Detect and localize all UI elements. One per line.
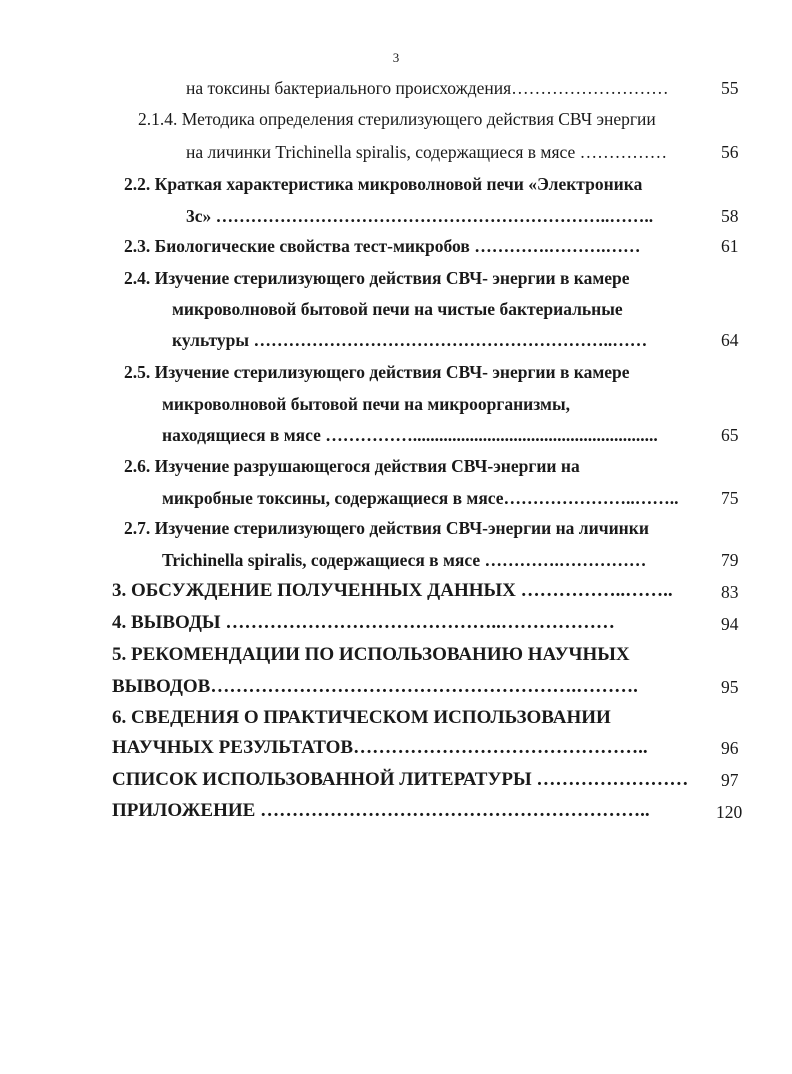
toc-line: 4. ВЫВОДЫ ……………………………………..……………… <box>112 612 615 633</box>
toc-page-number: 58 <box>721 206 739 226</box>
toc-line: 6. СВЕДЕНИЯ О ПРАКТИЧЕСКОМ ИСПОЛЬЗОВАНИИ <box>112 707 611 728</box>
toc-line: находящиеся в мясе ……………........................................................ <box>162 425 658 445</box>
toc-line: 2.5. Изучение стерилизующего действия СВЧ- энергии в камере <box>124 362 630 382</box>
toc-page-number: 61 <box>721 236 739 256</box>
toc-page-number: 94 <box>721 614 739 634</box>
toc-line: микроволновой бытовой печи на микроорганизмы, <box>162 394 570 414</box>
toc-page-number: 120 <box>716 802 743 822</box>
toc-page-number: 75 <box>721 488 739 508</box>
toc-line: 3с» …………………………………………………………..…….. <box>186 206 654 226</box>
toc-line: Trichinella spiralis, содержащиеся в мясе ………….…………… <box>162 550 647 570</box>
toc-line: 2.1.4. Методика определения стерилизующего действия СВЧ энергии <box>138 109 656 129</box>
toc-page-number: 56 <box>721 142 739 162</box>
toc-page-number: 83 <box>721 582 739 602</box>
toc-page-number: 65 <box>721 425 739 445</box>
toc-line: 2.3. Биологические свойства тест-микробов ………….……….…… <box>124 236 641 256</box>
toc-line: ВЫВОДОВ………………………………………………….………. <box>112 676 638 697</box>
toc-line: 2.4. Изучение стерилизующего действия СВЧ- энергии в камере <box>124 268 630 288</box>
toc-line: ПРИЛОЖЕНИЕ …………………………………………………….. <box>112 800 650 821</box>
page-number: 3 <box>392 50 400 65</box>
toc-page-number: 96 <box>721 738 739 758</box>
toc-line: 2.7. Изучение стерилизующего действия СВЧ-энергии на личинки <box>124 518 649 538</box>
toc-page-number: 95 <box>721 677 739 697</box>
toc-page-number: 55 <box>721 78 739 98</box>
toc-line: 2.2. Краткая характеристика микроволновой печи «Электроника <box>124 174 643 194</box>
toc-line: микроволновой бытовой печи на чистые бактериальные <box>172 299 623 319</box>
toc-page-number: 97 <box>721 770 739 790</box>
toc-line: культуры ……………………………………………………..…… <box>172 330 648 350</box>
toc-line: микробные токсины, содержащиеся в мясе…………………..…….. <box>162 488 679 508</box>
toc-line: 5. РЕКОМЕНДАЦИИ ПО ИСПОЛЬЗОВАНИЮ НАУЧНЫХ <box>112 644 630 665</box>
toc-page-number: 79 <box>721 550 739 570</box>
toc-page-number: 64 <box>721 330 739 350</box>
toc-line: 3. ОБСУЖДЕНИЕ ПОЛУЧЕННЫХ ДАННЫХ ……………..…….. <box>112 580 673 601</box>
toc-line: НАУЧНЫХ РЕЗУЛЬТАТОВ……………………………………….. <box>112 737 648 758</box>
toc-line: 2.6. Изучение разрушающегося действия СВЧ-энергии на <box>124 456 580 476</box>
toc-line: СПИСОК ИСПОЛЬЗОВАННОЙ ЛИТЕРАТУРЫ …………………… <box>112 769 689 790</box>
toc-line: на токсины бактериального происхождения……………………… <box>186 78 669 98</box>
toc-line: на личинки Trichinella spiralis, содержащиеся в мясе …………… <box>186 142 668 162</box>
